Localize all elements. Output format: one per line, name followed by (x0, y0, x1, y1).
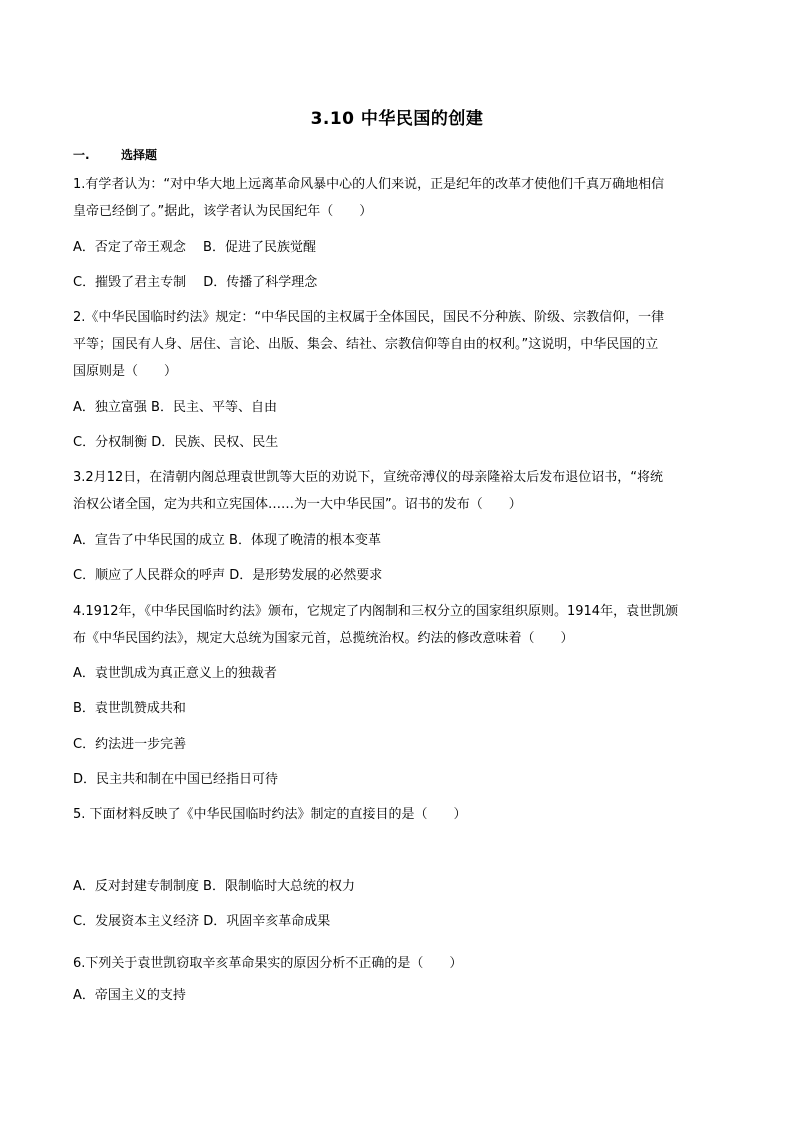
q4-stem-line2: 布《中华民国约法》，规定大总统为国家元首，总揽统治权。约法的修改意味着（ ） (73, 631, 574, 646)
q2-stem-line3: 国原则是（ ） (73, 364, 178, 379)
q5-stem: 5. 下面材料反映了《中华民国临时约法》制定的直接目的是（ ） (73, 807, 467, 822)
q5-options-ab: A．反对封建专制制度 B．限制临时大总统的权力 (73, 879, 355, 894)
q3-options-ab: A．宣告了中华民国的成立 B．体现了晚清的根本变革 (73, 533, 381, 548)
q6-stem: 6.下列关于袁世凯窃取辛亥革命果实的原因分析不正确的是（ ） (73, 956, 463, 971)
q1-stem-line2: 皇帝已经倒了。”据此，该学者认为民国纪年（ ） (73, 204, 373, 219)
q4-stem-line1: 4.1912年，《中华民国临时约法》颁布，它规定了内阁制和三权分立的国家组织原则。1914年，袁世凯颁 (73, 604, 679, 619)
q2-options-ab: A．独立富强 B．民主、平等、自由 (73, 400, 277, 415)
q2-stem-line1: 2.《中华民国临时约法》规定：“中华民国的主权属于全体国民，国民不分种族、阶级、宗教信仰，一律 (73, 310, 665, 325)
q1-options-cd: C．摧毁了君主专制 D．传播了科学理念 (73, 275, 318, 290)
q4-option-a: A．袁世凯成为真正意义上的独裁者 (73, 666, 277, 681)
q3-stem-line2: 治权公诸全国，定为共和立宪国体……为一大中华民国”。诏书的发布（ ） (73, 497, 522, 512)
q4-option-c: C．约法进一步完善 (73, 737, 187, 752)
q4-option-b: B．袁世凯赞成共和 (73, 701, 186, 716)
q3-options-cd: C．顺应了人民群众的呼声 D．是形势发展的必然要求 (73, 568, 383, 583)
q3-stem-line1: 3.2月12日，在清朝内阁总理袁世凯等大臣的劝说下，宣统帝溥仪的母亲隆裕太后发布退位诏书，“将统 (73, 470, 663, 485)
q2-options-cd: C．分权制衡 D．民族、民权、民生 (73, 435, 279, 450)
q6-option-a: A．帝国主义的支持 (73, 988, 186, 1003)
q4-option-d: D．民主共和制在中国已经指日可待 (73, 772, 279, 787)
q1-stem-line1: 1.有学者认为：“对中华大地上远离革命风暴中心的人们来说，正是纪年的改革才使他们千真万确地相信 (73, 177, 665, 192)
q2-stem-line2: 平等；国民有人身、居住、言论、出版、集会、结社、宗教信仰等自由的权利。”这说明，中华民国的立 (73, 337, 659, 352)
q5-options-cd: C．发展资本主义经济 D．巩固辛亥革命成果 (73, 914, 331, 929)
section-label: 选择题 (121, 148, 158, 162)
section-number: 一. (73, 148, 90, 162)
page-title: 3.10 中华民国的创建 (310, 109, 484, 129)
q1-options-ab: A．否定了帝王观念 B．促进了民族觉醒 (73, 240, 316, 255)
section-heading (73, 146, 157, 163)
